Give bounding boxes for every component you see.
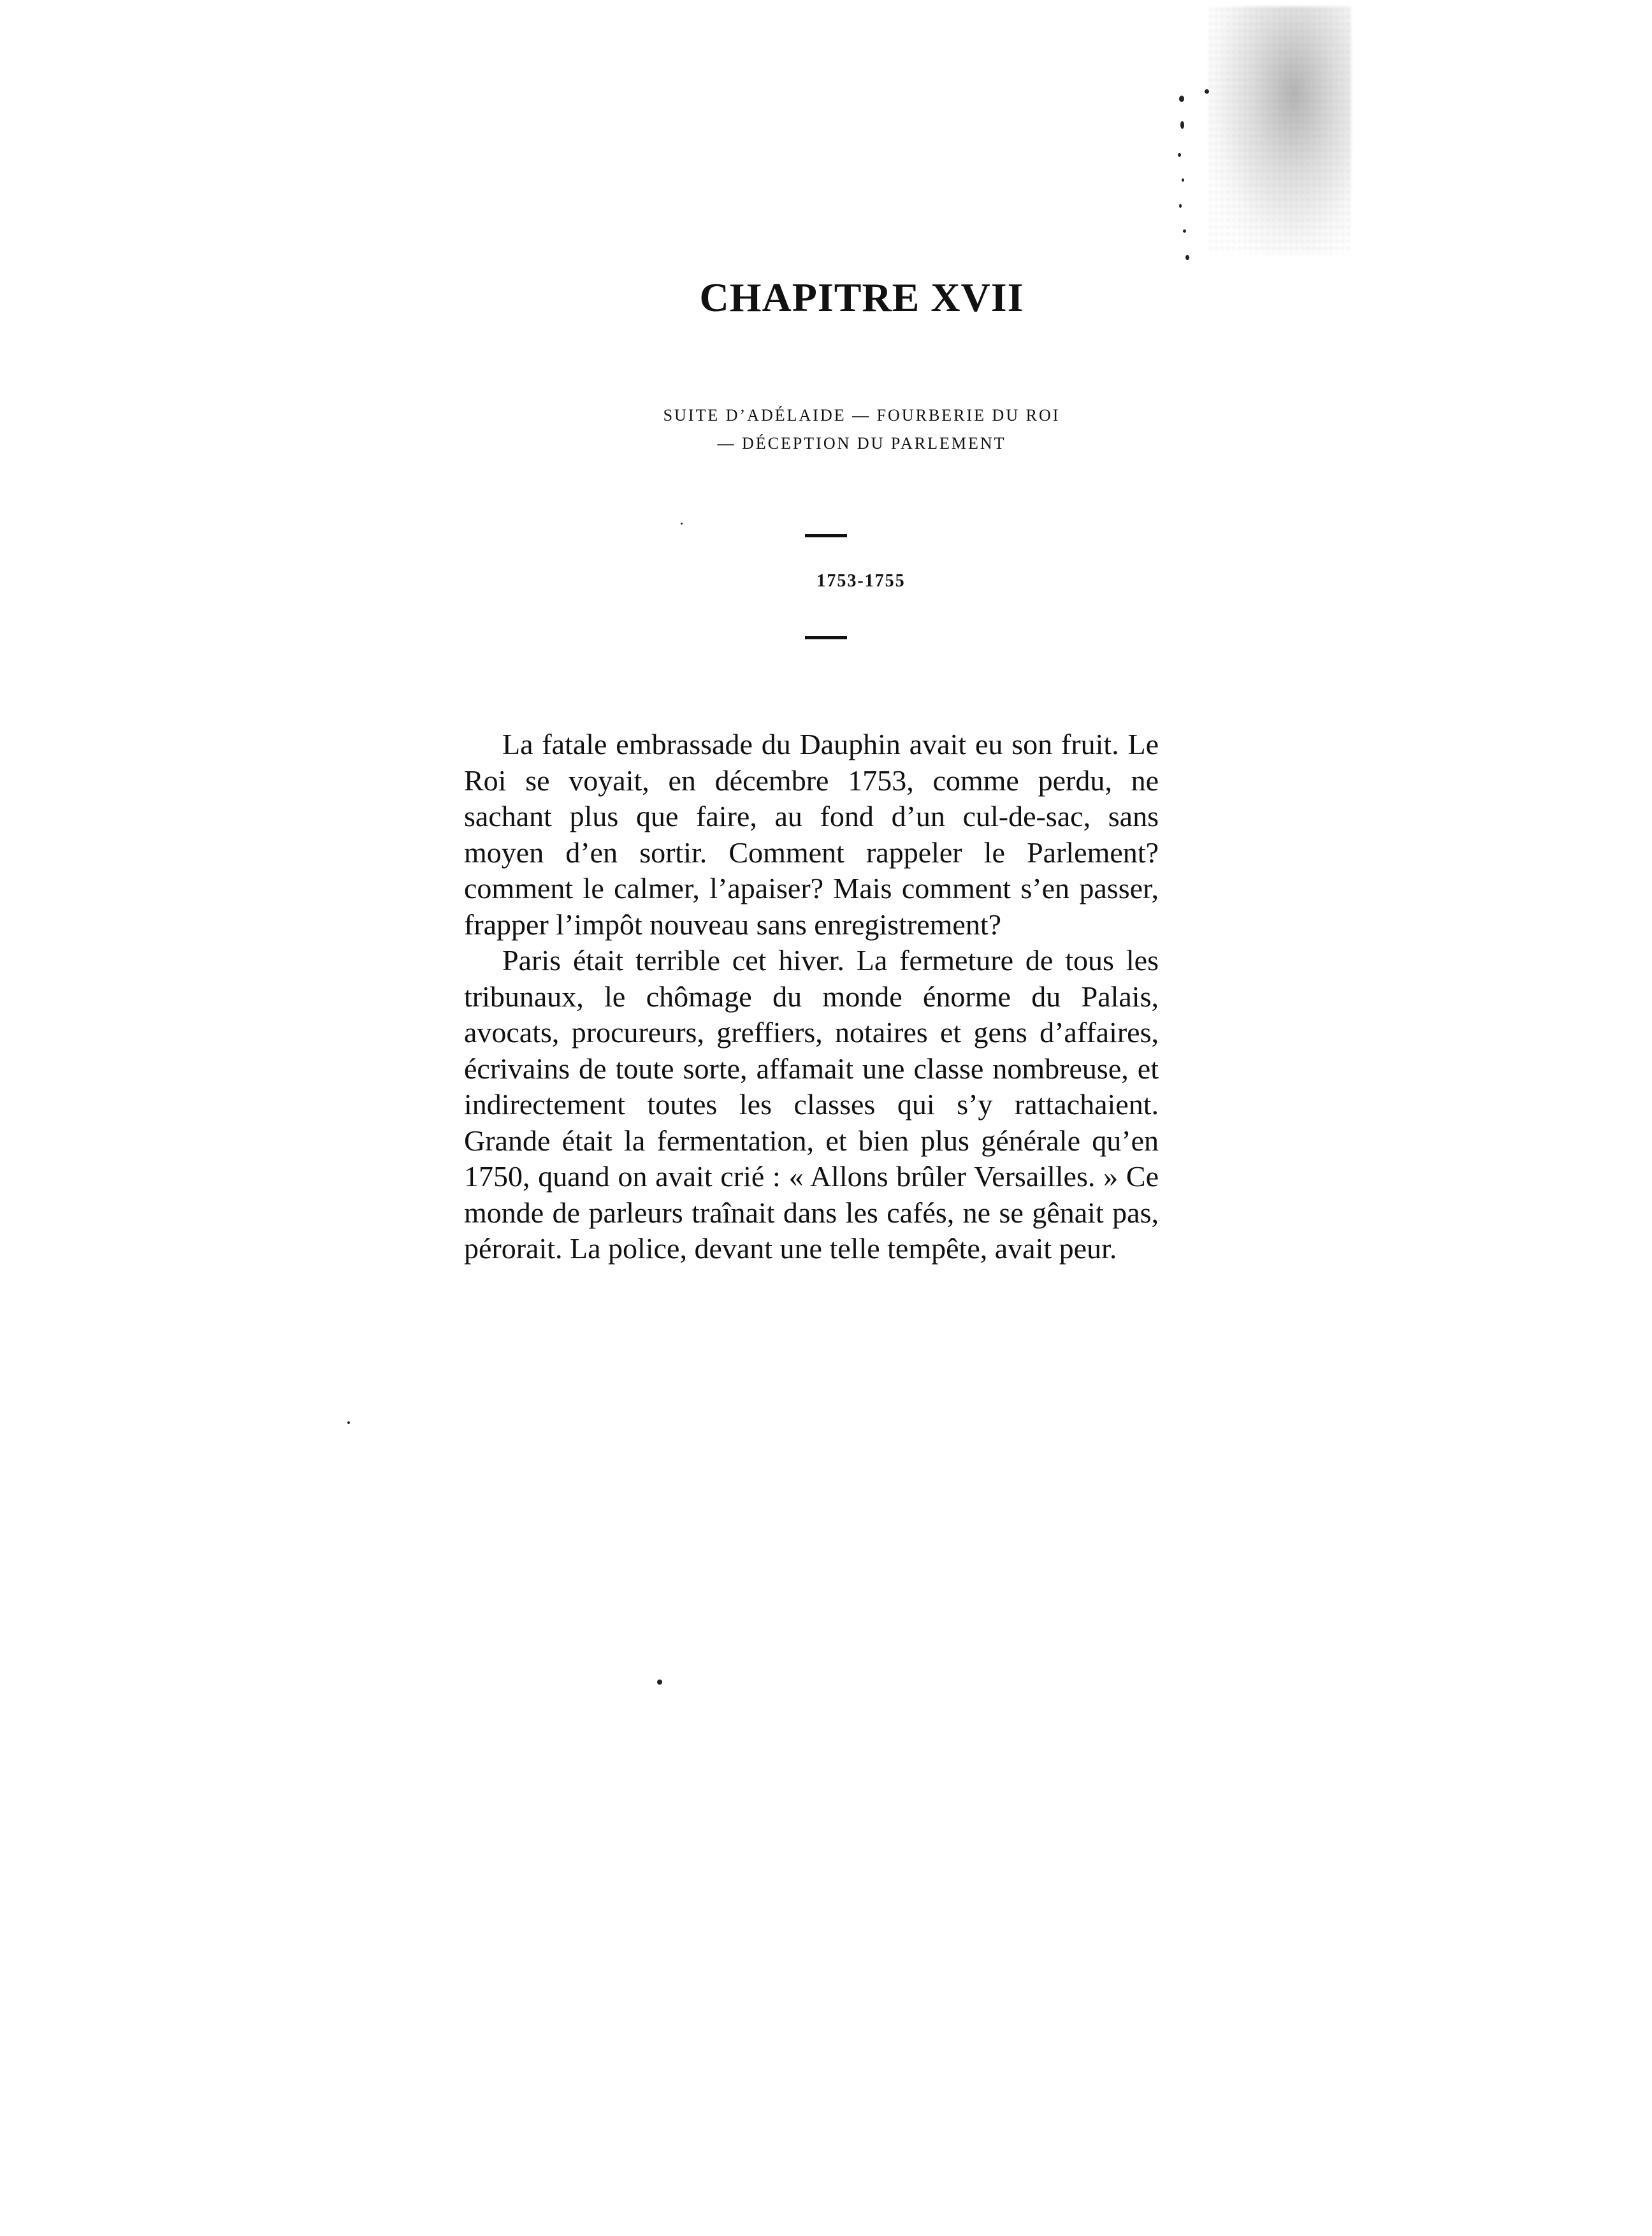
chapter-summary (0, 402, 1652, 458)
scan-speck (657, 1680, 662, 1685)
divider-rule (805, 534, 847, 537)
scan-smudge (1208, 6, 1351, 255)
chapter-title: CHAPITRE XVII (699, 275, 1024, 320)
divider-rule (805, 636, 847, 639)
scan-margin-marks (1141, 96, 1217, 300)
chapter-dates: 1753-1755 (816, 571, 906, 591)
paragraph: Paris était terrible cet hiver. La fermeture de tous les tribunaux, le chômage du monde énorme du Palais, avocats, procureurs, greffiers, notaires et gens d’affaires, écrivains de toute sorte, affamait une classe nombreuse, et indirectement toutes les classes qui s’y rattachaient. Grande était la fermentation, et bien plus générale qu’en 1750, quand on avait crié : « Allons brûler Versailles. » Ce monde de parleurs traînait dans les cafés, ne se gênait pas, pérorait. La police, devant une telle tempête, avait peur. (464, 944, 1159, 1265)
scan-speck (347, 1421, 350, 1424)
paragraph: La fatale embrassade du Dauphin avait eu son fruit. Le Roi se voyait, en décembre 1753, comme perdu, ne sachant plus que faire, au fond d’un cul-de-sac, sans moyen d’en sortir. Comment rappeler le Parlement? comment le calmer, l’apaiser? Mais comment s’en passer, frapper l’impôt nouveau sans enregistrement? (464, 728, 1159, 941)
chapter-summary-line: SUITE D’ADÉLAIDE — FOURBERIE DU ROI (663, 406, 1061, 425)
chapter-body (464, 727, 1159, 1267)
chapter-summary-line: — DÉCEPTION DU PARLEMENT (717, 434, 1006, 453)
scan-speck (681, 523, 683, 525)
